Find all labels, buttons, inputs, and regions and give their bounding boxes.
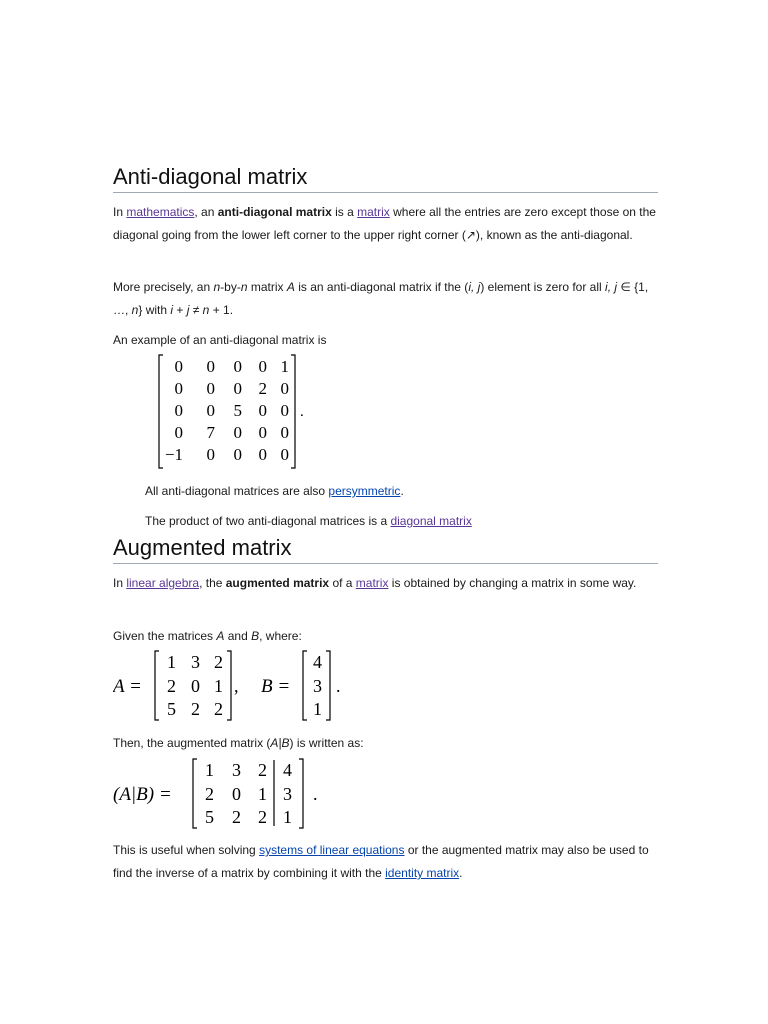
- var-i: i: [170, 303, 174, 317]
- link-persymmetric[interactable]: persymmetric: [328, 484, 401, 498]
- text: The product of two anti-diagonal matrices is a: [145, 514, 391, 528]
- matrix-cell: 0: [280, 423, 289, 442]
- matrix-cell: 4: [283, 760, 292, 780]
- matrix-cell: 2: [191, 699, 200, 719]
- text: } with: [138, 303, 171, 317]
- text: is a: [331, 205, 358, 219]
- matrix-cell: 0: [191, 676, 200, 696]
- matrix-cell: 3: [283, 784, 292, 804]
- label-b: B =: [261, 676, 291, 697]
- text: .: [400, 484, 404, 498]
- matrix-cell: 0: [174, 423, 183, 442]
- matrix-cell: 1: [313, 699, 322, 719]
- anti-intro-paragraph: [113, 201, 658, 247]
- matrix-cell: 2: [258, 760, 267, 780]
- bold-term-augmented: augmented matrix: [225, 576, 330, 590]
- matrix-cell: 1: [205, 760, 214, 780]
- matrix-cell: 5: [205, 807, 214, 827]
- text: ) is written as:: [289, 736, 364, 750]
- useful-paragraph: [113, 839, 658, 885]
- matrix-cell: 2: [214, 652, 223, 672]
- matrix-cell: 2: [167, 676, 176, 696]
- matrix-cell: 2: [205, 784, 214, 804]
- matrix-cell: 0: [258, 401, 267, 420]
- matrix-cell: 2: [232, 807, 241, 827]
- matrix-cell: 1: [258, 784, 267, 804]
- matrix-cell: 0: [174, 379, 183, 398]
- anti-definition-paragraph: [113, 276, 658, 322]
- link-identity-matrix[interactable]: identity matrix: [385, 866, 460, 880]
- text: In: [113, 576, 127, 590]
- text: This is useful when solving: [113, 843, 260, 857]
- text: + 1.: [209, 303, 234, 317]
- link-linear-algebra[interactable]: linear algebra: [126, 576, 200, 590]
- text: ) element is zero for all: [480, 280, 606, 294]
- var-b: B: [251, 629, 260, 643]
- matrix-cell: 1: [280, 357, 289, 376]
- matrix-cell: 5: [167, 699, 176, 719]
- period: .: [336, 676, 341, 696]
- matrix-cell: 0: [206, 379, 215, 398]
- matrix-cell: 4: [313, 652, 322, 672]
- matrix-cell: 0: [233, 423, 242, 442]
- aug-intro-paragraph: [113, 572, 658, 595]
- period: .: [313, 784, 318, 804]
- var-a: A: [216, 629, 225, 643]
- matrix-cell: 2: [214, 699, 223, 719]
- matrix-cell: −1: [164, 445, 183, 464]
- text: In: [113, 205, 127, 219]
- matrix-cell: 0: [258, 445, 267, 464]
- var-ij: i, j: [468, 280, 481, 294]
- persymmetric-paragraph: [145, 480, 645, 503]
- link-matrix[interactable]: matrix: [355, 576, 389, 590]
- anti-diagonal-example-matrix: [153, 352, 313, 472]
- text: .: [459, 866, 463, 880]
- text: Then, the augmented matrix (: [113, 736, 271, 750]
- link-matrix[interactable]: matrix: [357, 205, 390, 219]
- comma: ,: [234, 676, 239, 696]
- label-a: A =: [113, 676, 142, 697]
- var-ij: i, j: [605, 280, 618, 294]
- var-j: j: [186, 303, 190, 317]
- text: where all the entries are zero except those on the diagonal going from the lower left corner to the upper right corner (↗), known as the anti-diagonal.: [113, 205, 656, 242]
- text: All anti-diagonal matrices are also: [145, 484, 329, 498]
- text: of a: [329, 576, 356, 590]
- text: ∈ {1, …,: [113, 280, 649, 317]
- matrix-period: .: [300, 404, 304, 420]
- matrices-a-and-b-equation: [113, 648, 373, 724]
- matrix-cell: 0: [233, 379, 242, 398]
- augmented-matrix-equation: [113, 756, 343, 832]
- matrix-cell: 0: [280, 401, 289, 420]
- section-heading-augmented-matrix: Augmented matrix: [113, 535, 658, 564]
- var-n: n: [240, 280, 248, 294]
- var-ab: A|B: [270, 736, 290, 750]
- text: More precisely, an: [113, 280, 214, 294]
- matrix-cell: 2: [258, 379, 267, 398]
- text: is obtained by changing a matrix in some way.: [388, 576, 637, 590]
- matrix-cell: 2: [258, 807, 267, 827]
- link-mathematics[interactable]: mathematics: [126, 205, 195, 219]
- link-systems-of-linear-equations[interactable]: systems of linear equations: [259, 843, 405, 857]
- text: ≠: [189, 303, 203, 317]
- text: and: [224, 629, 252, 643]
- text: , an: [194, 205, 218, 219]
- matrix-cell: 0: [174, 357, 183, 376]
- matrix-cell: 0: [206, 445, 215, 464]
- matrix-cell: 3: [191, 652, 200, 672]
- product-paragraph: [145, 510, 645, 533]
- matrix-cell: 0: [280, 445, 289, 464]
- matrix-cell: 0: [206, 357, 215, 376]
- matrix-cell: 3: [232, 760, 241, 780]
- label-ab: (A|B) =: [113, 784, 172, 805]
- var-a: A: [286, 280, 295, 294]
- matrix-cell: 1: [283, 807, 292, 827]
- text: matrix: [247, 280, 287, 294]
- matrix-cell: 0: [233, 357, 242, 376]
- matrix-cell: 0: [280, 379, 289, 398]
- matrix-cell: 1: [214, 676, 223, 696]
- matrix-cell: 1: [167, 652, 176, 672]
- section-heading-anti-diagonal: Anti-diagonal matrix: [113, 164, 658, 193]
- text: is an anti-diagonal matrix if the (: [294, 280, 469, 294]
- text: Given the matrices: [113, 629, 217, 643]
- matrix-cell: 0: [258, 423, 267, 442]
- matrix-cell: 0: [174, 401, 183, 420]
- var-n: n: [213, 280, 221, 294]
- matrix-cell: 7: [206, 423, 215, 442]
- matrix-cell: 0: [233, 445, 242, 464]
- matrix-cell: 0: [206, 401, 215, 420]
- text: , the: [199, 576, 226, 590]
- matrix-cell: 0: [232, 784, 241, 804]
- matrix-cell: 0: [258, 357, 267, 376]
- anti-example-intro: An example of an anti-diagonal matrix is: [113, 333, 327, 347]
- given-matrices-paragraph: [113, 625, 658, 648]
- matrix-cell: 3: [313, 676, 322, 696]
- then-augmented-paragraph: [113, 732, 658, 755]
- var-n: n: [131, 303, 139, 317]
- text: or the augmented matrix may also be used to find the inverse of a matrix by combining it with the: [113, 843, 649, 880]
- link-diagonal-matrix[interactable]: diagonal matrix: [390, 514, 472, 528]
- bold-term-anti-diagonal: anti-diagonal matrix: [217, 205, 332, 219]
- text: +: [173, 303, 187, 317]
- var-n: n: [202, 303, 210, 317]
- text: , where:: [259, 629, 302, 643]
- matrix-cell: 5: [233, 401, 242, 420]
- text: -by-: [220, 280, 241, 294]
